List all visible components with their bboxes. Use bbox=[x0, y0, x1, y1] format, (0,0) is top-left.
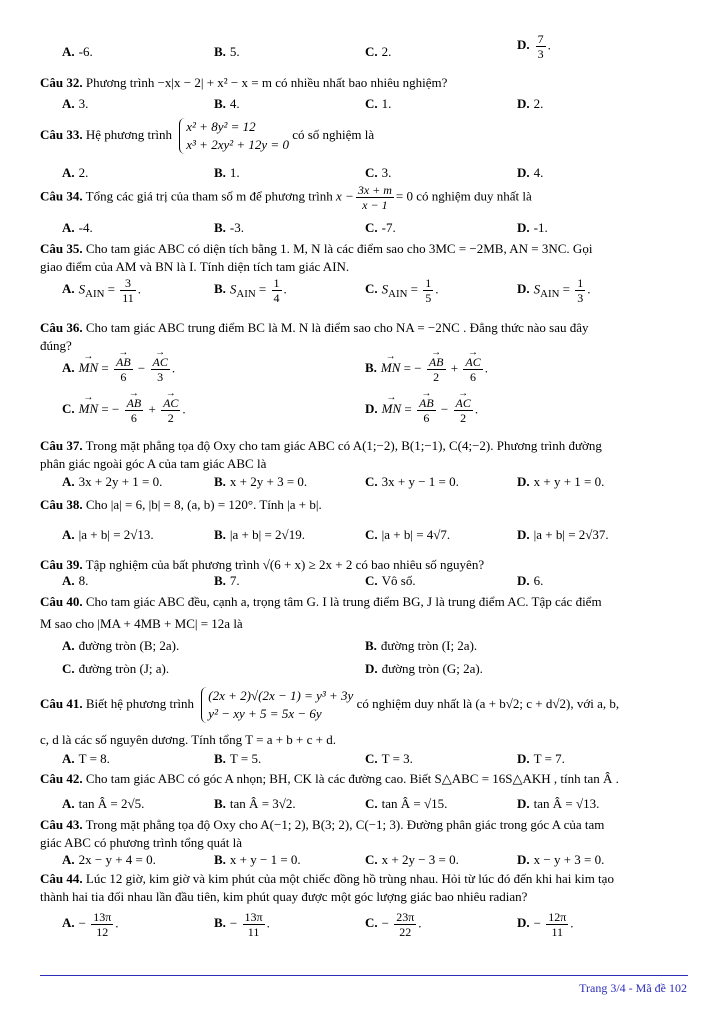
q32-option-c: C. 1. bbox=[365, 96, 392, 111]
q33-option-c: C. 3. bbox=[365, 165, 392, 180]
q39-options bbox=[40, 573, 688, 591]
q31-option-c: C. 2. bbox=[365, 44, 392, 59]
question-34: Câu 34. Tổng các giá trị của tham số m để phương trình x − $\frac{3x + m}{x - 1}$ = 0 có nghiệm duy nhất là bbox=[40, 183, 532, 212]
q38-options bbox=[40, 527, 688, 545]
q44-option-a: A. − $\frac{13\pi}{12}$ . bbox=[62, 910, 119, 939]
question-40: Câu 40. Cho tam giác ABC đều, cạnh a, trọng tâm G. I là trung điểm BG, J là trung điểm AC. Tập các điểm M sao cho |MA + 4MB + MC| = 12a là bbox=[40, 594, 602, 631]
question-41-line2: c, d là các số nguyên dương. Tính tổng T = a + b + c + d. bbox=[40, 732, 336, 747]
q31-option-a: A. -6. bbox=[62, 44, 93, 59]
q33-options bbox=[40, 165, 688, 183]
q32-option-a: A. 3. bbox=[62, 96, 89, 111]
q35-option-d: D. $S_{AIN}$ = $\frac{1}{3}$ . bbox=[517, 276, 591, 305]
q43-option-a: A. 2x − y + 4 = 0. bbox=[62, 852, 156, 867]
q35-option-c: C. $S_{AIN}$ = $\frac{1}{5}$ . bbox=[365, 276, 439, 305]
q36-option-a: A.→ MN = → $\frac{AB}{6}$ − → $\frac{AC}{3}$ . bbox=[62, 355, 175, 384]
q36-options-row2 bbox=[40, 396, 688, 425]
question-44: Câu 44. Lúc 12 giờ, kim giờ và kim phút của một chiếc đồng hồ trùng nhau. Hỏi từ lúc đó đến khi hai kim tạo thành hai tia đối nhau lần đầu tiên, kim phút quay được một góc lượng giác bao nhiêu radian? bbox=[40, 871, 614, 904]
q44-options bbox=[40, 910, 688, 939]
q41-option-c: C. T = 3. bbox=[365, 751, 413, 766]
q42-option-d: D. tan Â = √13. bbox=[517, 796, 600, 811]
q38-option-c: C. |a + b| = 4√7. bbox=[365, 527, 451, 542]
q40-option-b: B. đường tròn (I; 2a). bbox=[365, 638, 478, 653]
q35-options bbox=[40, 276, 688, 305]
q37-option-a: A. 3x + 2y + 1 = 0. bbox=[62, 474, 163, 489]
q33-option-b: B. 1. bbox=[214, 165, 240, 180]
q43-option-c: C. x + 2y − 3 = 0. bbox=[365, 852, 459, 867]
q42-options bbox=[40, 796, 688, 814]
question-32: Câu 32. Phương trình −x|x − 2| + x² − x = m có nhiều nhất bao nhiêu nghiệm? bbox=[40, 75, 448, 90]
q34-options bbox=[40, 220, 688, 238]
q31-option-b: B. 5. bbox=[214, 44, 240, 59]
q42-option-a: A. tan Â = 2√5. bbox=[62, 796, 145, 811]
q39-option-a: A. 8. bbox=[62, 573, 89, 588]
q41-options bbox=[40, 751, 688, 769]
q36-option-c: C.→ MN = − → $\frac{AB}{6}$ + → $\frac{AC}{2}$ . bbox=[62, 396, 186, 425]
q38-option-d: D. |a + b| = 2√37. bbox=[517, 527, 609, 542]
q39-option-b: B. 7. bbox=[214, 573, 240, 588]
q38-option-a: A. |a + b| = 2√13. bbox=[62, 527, 154, 542]
q41-option-b: B. T = 5. bbox=[214, 751, 262, 766]
footer-divider bbox=[40, 975, 688, 976]
q41-option-d: D. T = 7. bbox=[517, 751, 565, 766]
question-42: Câu 42. Cho tam giác ABC có góc A nhọn; BH, CK là các đường cao. Biết S△ABC = 16S△AKH , tính tan Â . bbox=[40, 771, 619, 786]
q34-option-c: C. -7. bbox=[365, 220, 396, 235]
q40-options-row2 bbox=[40, 661, 688, 679]
q44-option-b: B. − $\frac{13\pi}{11}$ . bbox=[214, 910, 270, 939]
q35-option-b: B. $S_{AIN}$ = $\frac{1}{4}$ . bbox=[214, 276, 287, 305]
question-38: Câu 38. Cho |a| = 6, |b| = 8, (a, b) = 120°. Tính |a + b|. bbox=[40, 497, 322, 512]
q32-options bbox=[40, 96, 688, 114]
q37-options bbox=[40, 474, 688, 492]
q39-option-d: D. 6. bbox=[517, 573, 544, 588]
q34-option-a: A. -4. bbox=[62, 220, 93, 235]
q44-option-c: C. − $\frac{23\pi}{22}$ . bbox=[365, 910, 422, 939]
q40-option-d: D. đường tròn (G; 2a). bbox=[365, 661, 483, 676]
q31-option-d: D. $\frac{7}{3}$ . bbox=[517, 32, 551, 61]
q33-option-a: A. 2. bbox=[62, 165, 89, 180]
q35-option-a: A. $S_{AIN}$ = $\frac{3}{11}$ . bbox=[62, 276, 142, 305]
page-footer: Trang 3/4 - Mã đề 102 bbox=[579, 981, 687, 995]
q43-options bbox=[40, 852, 688, 870]
q41-system: (2x + 2)√(2x − 1) = y³ + 3y y² − xy + 5 = 5x − 6y bbox=[201, 687, 353, 723]
q44-option-d: D. − $\frac{12\pi}{11}$ . bbox=[517, 910, 574, 939]
q42-option-b: B. tan Â = 3√2. bbox=[214, 796, 296, 811]
q31-options bbox=[40, 32, 688, 62]
q32-option-b: B. 4. bbox=[214, 96, 240, 111]
q34-option-d: D. -1. bbox=[517, 220, 548, 235]
q33-option-d: D. 4. bbox=[517, 165, 544, 180]
q42-option-c: C. tan Â = √15. bbox=[365, 796, 448, 811]
question-37: Câu 37. Trong mặt phẳng tọa độ Oxy cho tam giác ABC có A(1;−2), B(1;−1), C(4;−2). Phương trình đường phân giác ngoài góc A của tam giác ABC là bbox=[40, 438, 602, 471]
q40-options-row1 bbox=[40, 638, 688, 656]
q41-option-a: A. T = 8. bbox=[62, 751, 110, 766]
question-35: Câu 35. Cho tam giác ABC có diện tích bằng 1. M, N là các điểm sao cho 3MC = −2MB, AN = 3NC. Gọi giao điểm của AM và BN là I. Tính diện tích tam giác AIN. bbox=[40, 241, 593, 274]
q34-option-b: B. -3. bbox=[214, 220, 245, 235]
question-43: Câu 43. Trong mặt phẳng tọa độ Oxy cho A(−1; 2), B(3; 2), C(−1; 3). Đường phân giác trong góc A của tam giác ABC có phương trình tổng quát là bbox=[40, 817, 605, 850]
question-39: Câu 39. Tập nghiệm của bất phương trình √(6 + x) ≥ 2x + 2 có bao nhiêu số nguyên? bbox=[40, 557, 485, 572]
q33-system: x² + 8y² = 12 x³ + 2xy² + 12y = 0 bbox=[179, 118, 289, 154]
q36-option-b: B.→ MN = − → $\frac{AB}{2}$ + → $\frac{AC}{6}$ . bbox=[365, 355, 488, 384]
q40-option-c: C. đường tròn (J; a). bbox=[62, 661, 170, 676]
q38-option-b: B. |a + b| = 2√19. bbox=[214, 527, 305, 542]
question-41: Câu 41. Biết hệ phương trình (2x + 2)√(2x − 1) = y³ + 3y y² − xy + 5 = 5x − 6y có nghiệm duy nhất là (a + b√2; c + d√2), với a, b, bbox=[40, 688, 620, 721]
q37-option-c: C. 3x + y − 1 = 0. bbox=[365, 474, 459, 489]
q32-option-d: D. 2. bbox=[517, 96, 544, 111]
q37-option-d: D. x + y + 1 = 0. bbox=[517, 474, 605, 489]
q39-option-c: C. Vô số. bbox=[365, 573, 416, 588]
q43-option-b: B. x + y − 1 = 0. bbox=[214, 852, 301, 867]
q36-option-d: D.→ MN = → $\frac{AB}{6}$ − → $\frac{AC}{2}$ . bbox=[365, 396, 478, 425]
q43-option-d: D. x − y + 3 = 0. bbox=[517, 852, 605, 867]
question-36: Câu 36. Cho tam giác ABC trung điểm BC là M. N là điểm sao cho NA = −2NC . Đẳng thức nào sau đây đúng? bbox=[40, 320, 589, 353]
question-33: Câu 33. Hệ phương trình x² + 8y² = 12 x³ + 2xy² + 12y = 0 có số nghiệm là bbox=[40, 119, 375, 152]
q40-option-a: A. đường tròn (B; 2a). bbox=[62, 638, 180, 653]
q37-option-b: B. x + 2y + 3 = 0. bbox=[214, 474, 308, 489]
q36-options-row1 bbox=[40, 355, 688, 384]
